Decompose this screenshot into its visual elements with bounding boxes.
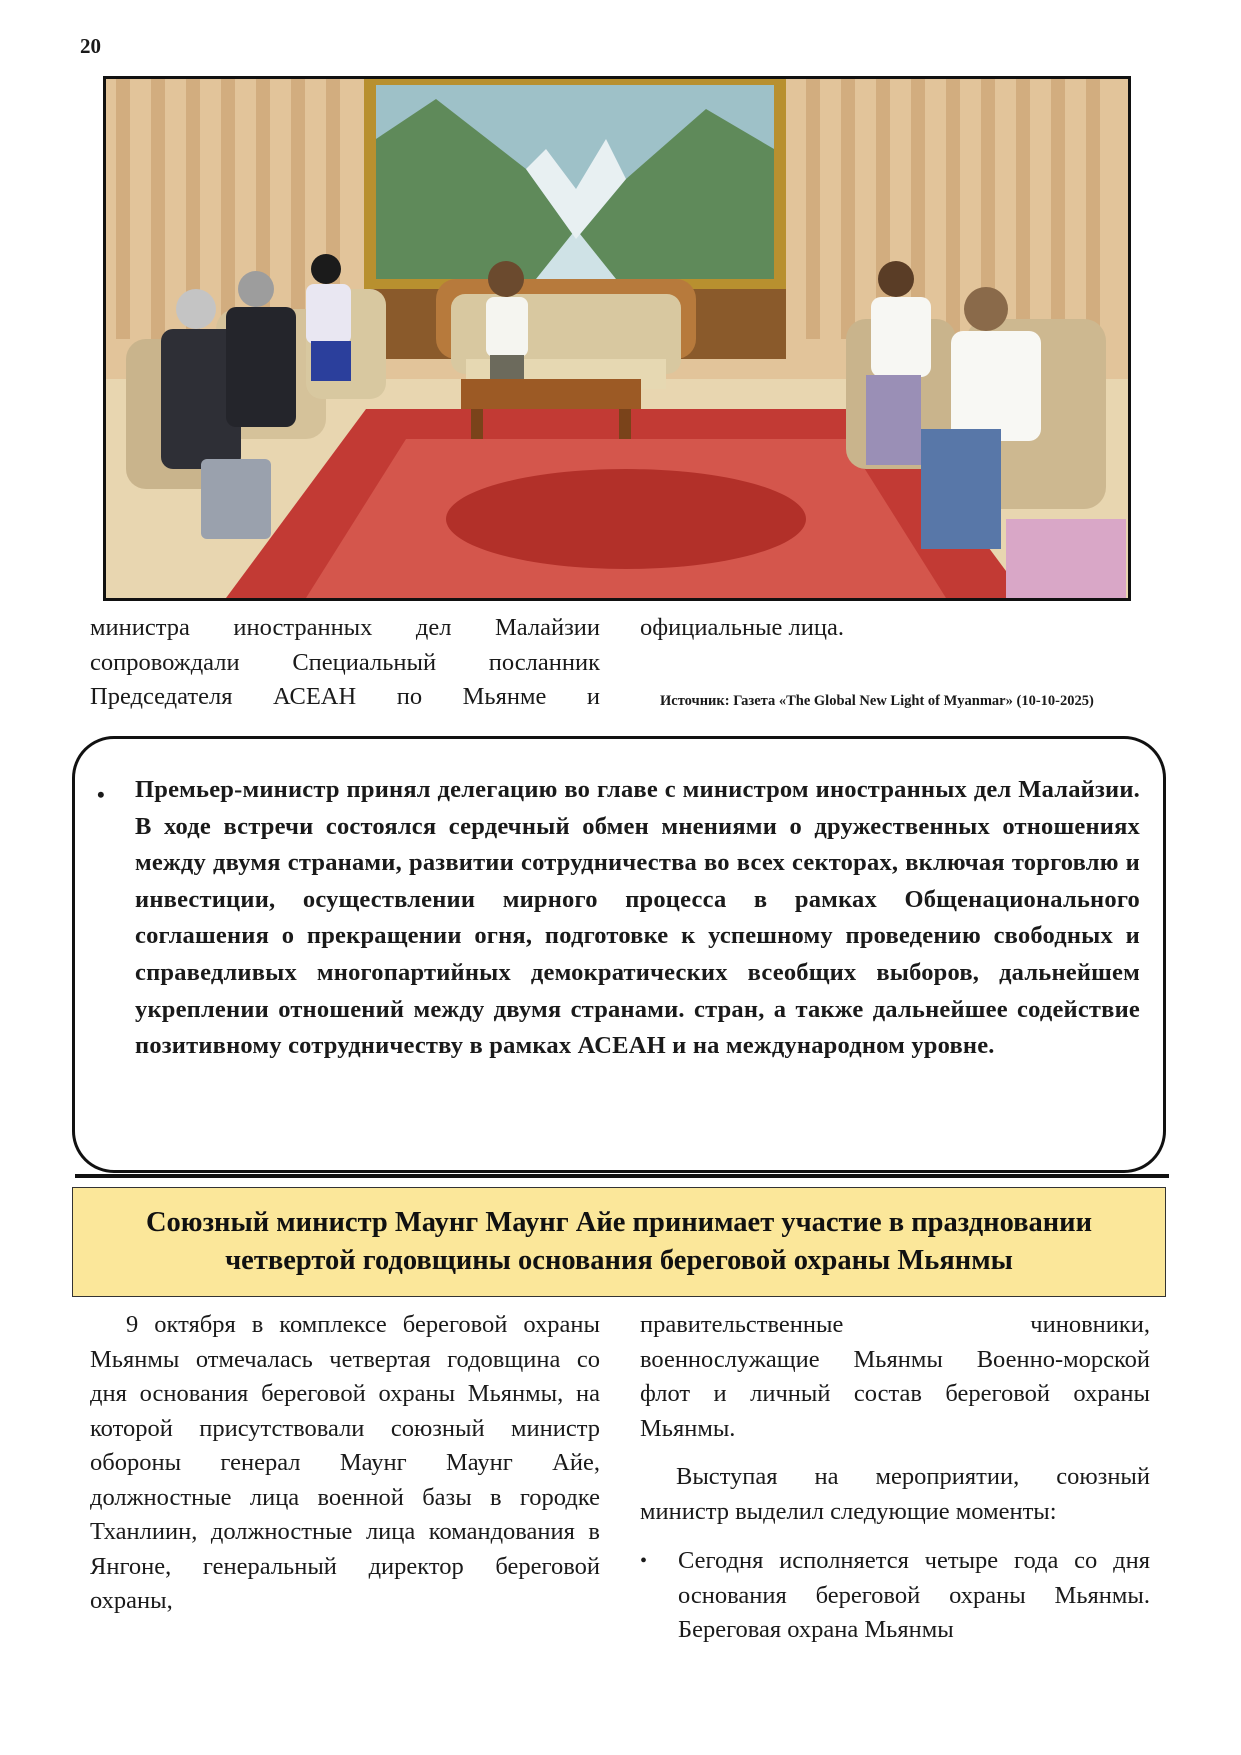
prev-article-line: министра иностранных дел Малайзии <box>90 614 600 641</box>
summary-text: Премьер-министр принял делегацию во главе с министром иностранных дел Малайзии. В ходе встречи состоялся сердечный обмен мнениями о дружественных отношениях между двумя странами, развитии сотрудничества во всех секторах, включая торговлю и инвестиции, осуществлении мирного процесса в рамках Общенационального соглашения о прекращении огня, подготовке к успешному проведению свободных и справедливых многопартийных демократических всеобщих выборов, дальнейшем укреплении отношений между двумя странами. стран, а также дальнейшее содействие позитивному сотрудничеству в рамках АСЕАН и на международном уровне. <box>135 776 1140 1060</box>
article-left-column: 9 октября в комплексе береговой охраны Мьянмы отмечалась четвертая годовщина со дня основания береговой охраны Мьянмы, на которой присутствовали союзный министр обороны генерал Маунг Маунг Айе, должностные лица военной базы в городке Тханлиин, должностные лица командования в Янгоне, генеральный директор береговой охраны, <box>90 1311 600 1614</box>
prev-article-left-column <box>90 611 600 715</box>
prev-article-line: сопровождали Специальный посланник <box>90 648 600 676</box>
article-title-line: Союзный министр Маунг Маунг Айе принимает участие в праздновании <box>145 1207 1093 1238</box>
article-right-paragraph-1: правительственные чиновники, военнослужащие Мьянмы Военно-морской флот и личный состав береговой охраны Мьянмы. <box>640 1311 1150 1442</box>
page-number: 20 <box>80 34 101 58</box>
source-citation: Источник: Газета «The Global New Light of Myanmar» (10-10-2025) <box>660 693 1094 709</box>
article-bullet-text: Сегодня исполняется четыре года со дня основания береговой охраны Мьянмы. Береговая охрана Мьянмы <box>678 1547 1150 1643</box>
prev-article-line: Председателя АСЕАН по Мьянме и <box>90 683 600 710</box>
prev-article-right-column: официальные лица. <box>640 614 844 641</box>
article-title <box>126 1204 1112 1280</box>
bullet-icon: • <box>97 782 105 807</box>
photo-meeting-icon <box>106 79 1128 598</box>
meeting-photo <box>103 76 1131 601</box>
article-title-line: четвертой годовщины основания береговой охраны Мьянмы <box>225 1245 1013 1276</box>
section-divider <box>75 1174 1169 1178</box>
bullet-icon: • <box>640 1550 648 1572</box>
article-title-box <box>72 1187 1166 1297</box>
article-right-paragraph-2: Выступая на мероприятии, союзный министр выделил следующие моменты: <box>640 1463 1150 1525</box>
